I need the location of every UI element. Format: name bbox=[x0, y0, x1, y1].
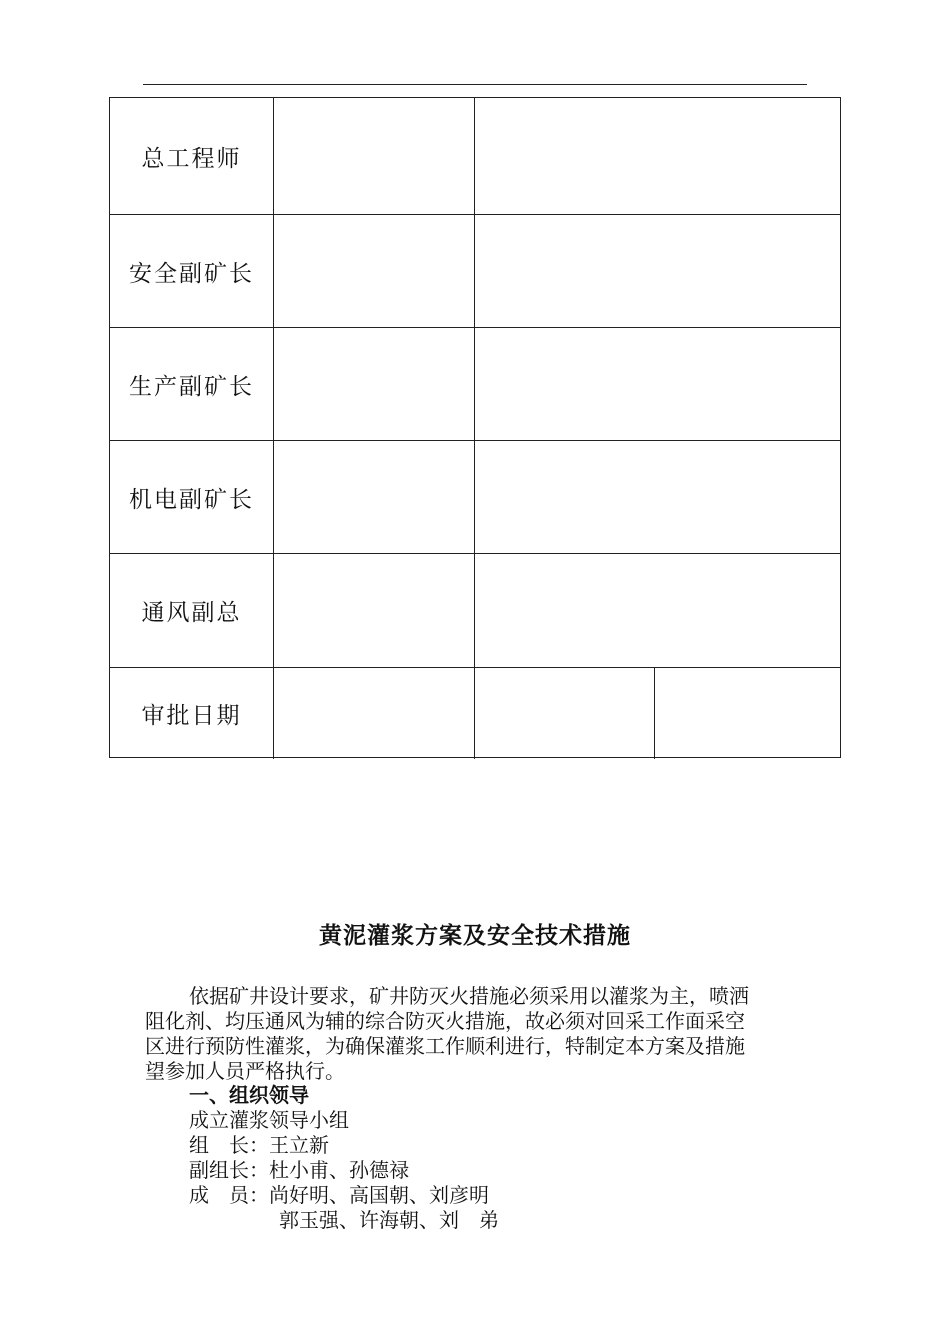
members-line: 成 员：尚好明、高国朝、刘彦明 bbox=[189, 1183, 489, 1207]
paragraph-line: 阻化剂、均压通风为辅的综合防灭火措施，故必须对回采工作面采空 bbox=[145, 1009, 745, 1033]
signature-cell bbox=[274, 328, 475, 440]
date-cell bbox=[274, 668, 475, 759]
paragraph-line: 依据矿井设计要求，矿井防灭火措施必须采用以灌浆为主，喷洒 bbox=[189, 984, 749, 1008]
document-title: 黄泥灌浆方案及安全技术措施 bbox=[319, 922, 631, 949]
table-row bbox=[110, 98, 840, 215]
row-label: 总工程师 bbox=[110, 98, 274, 214]
date-cell bbox=[655, 668, 840, 759]
table-row bbox=[110, 668, 840, 759]
opinion-cell bbox=[475, 98, 840, 214]
row-label: 生产副矿长 bbox=[110, 328, 274, 440]
deputy-line: 副组长：杜小甫、孙德禄 bbox=[189, 1158, 409, 1182]
section-heading: 一、组织领导 bbox=[189, 1083, 309, 1107]
opinion-cell bbox=[475, 554, 840, 667]
table-row bbox=[110, 215, 840, 328]
members-line: 郭玉强、许海朝、刘 弟 bbox=[279, 1208, 499, 1232]
row-label: 安全副矿长 bbox=[110, 215, 274, 327]
approval-table bbox=[109, 97, 841, 758]
opinion-cell bbox=[475, 441, 840, 553]
paragraph-line: 区进行预防性灌浆，为确保灌浆工作顺利进行，特制定本方案及措施 bbox=[145, 1034, 745, 1058]
header-rule bbox=[143, 84, 807, 85]
row-label: 通风副总 bbox=[110, 554, 274, 667]
row-label: 机电副矿长 bbox=[110, 441, 274, 553]
opinion-cell bbox=[475, 328, 840, 440]
group-title: 成立灌浆领导小组 bbox=[189, 1108, 349, 1132]
paragraph-line: 望参加人员严格执行。 bbox=[145, 1059, 345, 1083]
date-cell bbox=[475, 668, 655, 759]
row-label: 审批日期 bbox=[110, 668, 274, 759]
table-row bbox=[110, 554, 840, 668]
signature-cell bbox=[274, 441, 475, 553]
opinion-cell bbox=[475, 215, 840, 327]
leader-line: 组 长：王立新 bbox=[189, 1133, 329, 1157]
intro-paragraph bbox=[145, 984, 811, 1084]
table-row bbox=[110, 328, 840, 441]
table-row bbox=[110, 441, 840, 554]
signature-cell bbox=[274, 215, 475, 327]
signature-cell bbox=[274, 98, 475, 214]
signature-cell bbox=[274, 554, 475, 667]
